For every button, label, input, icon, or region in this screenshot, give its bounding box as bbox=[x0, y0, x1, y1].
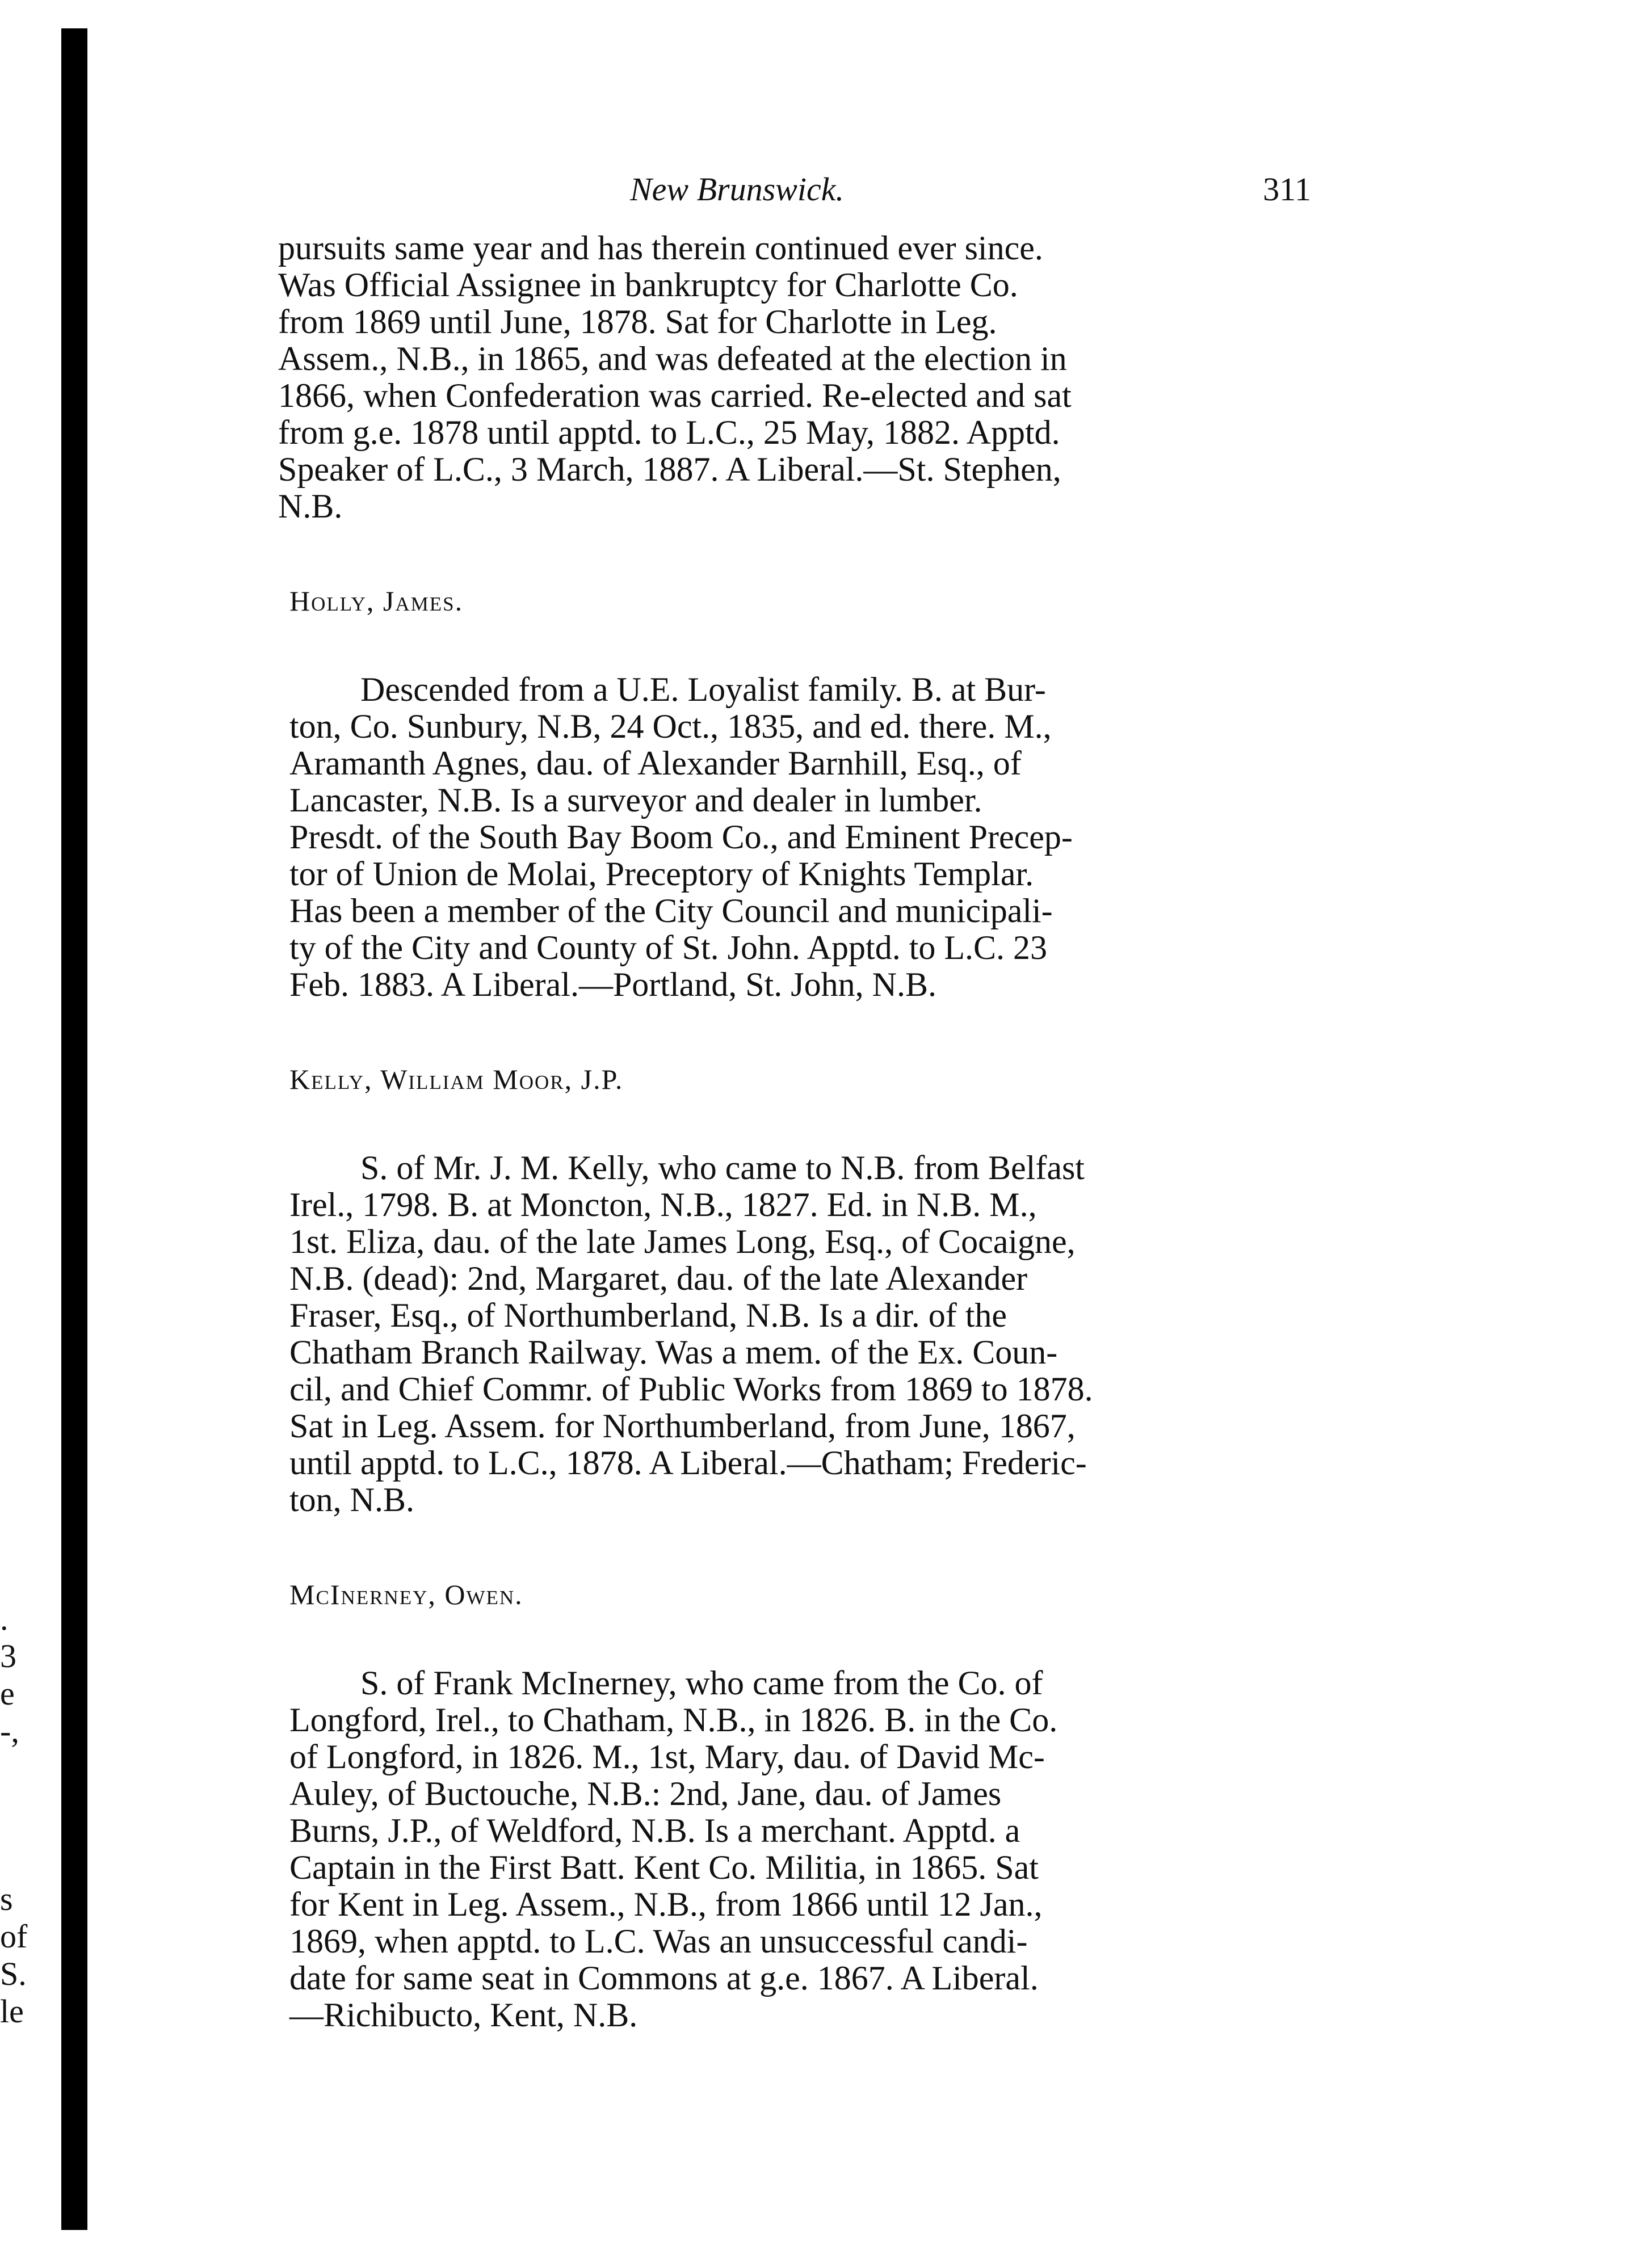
continuation-paragraph bbox=[278, 230, 1325, 525]
text-line: Presdt. of the South Bay Boom Co., and Eminent Precep- bbox=[289, 818, 1073, 856]
text-line: Descended from a U.E. Loyalist family. B. at Bur- bbox=[360, 671, 1046, 708]
entry-heading: Holly, James. bbox=[289, 585, 464, 617]
text-line: Has been a member of the City Council and municipali- bbox=[289, 892, 1053, 929]
edge-fragment: of bbox=[0, 1918, 28, 1955]
running-title: New Brunswick. bbox=[630, 171, 844, 208]
text-line: Fraser, Esq., of Northumberland, N.B. Is a dir. of the bbox=[289, 1297, 1007, 1334]
text-line: Burns, J.P., of Weldford, N.B. Is a merchant. Apptd. a bbox=[289, 1812, 1020, 1849]
edge-fragment: e bbox=[0, 1675, 15, 1712]
book-page bbox=[278, 162, 1325, 2034]
text-line: Aramanth Agnes, dau. of Alexander Barnhill, Esq., of bbox=[289, 744, 1022, 782]
text-line: from 1869 until June, 1878. Sat for Charlotte in Leg. bbox=[278, 303, 997, 340]
text-line: 1869, when apptd. to L.C. Was an unsuccessful candi- bbox=[289, 1922, 1028, 1960]
text-line: Speaker of L.C., 3 March, 1887. A Liberal.—St. Stephen, bbox=[278, 451, 1061, 488]
text-line: ton, Co. Sunbury, N.B, 24 Oct., 1835, and ed. there. M., bbox=[289, 708, 1052, 745]
text-line: of Longford, in 1826. M., 1st, Mary, dau. of David Mc- bbox=[289, 1738, 1045, 1775]
text-line: 1st. Eliza, dau. of the late James Long, Esq., of Cocaigne, bbox=[289, 1223, 1076, 1260]
entry-paragraph bbox=[278, 671, 1325, 1003]
text-line: for Kent in Leg. Assem., N.B., from 1866 until 12 Jan., bbox=[289, 1886, 1043, 1923]
text-line: Chatham Branch Railway. Was a mem. of the Ex. Coun- bbox=[289, 1333, 1058, 1371]
entry-paragraph bbox=[278, 1665, 1325, 2034]
text-line: date for same seat in Commons at g.e. 1867. A Liberal. bbox=[289, 1959, 1039, 1997]
text-line: —Richibucto, Kent, N.B. bbox=[289, 1996, 638, 2034]
text-line: Lancaster, N.B. Is a surveyor and dealer in lumber. bbox=[289, 781, 982, 819]
edge-fragment: s bbox=[0, 1880, 13, 1917]
text-line: N.B. (dead): 2nd, Margaret, dau. of the late Alexander bbox=[289, 1260, 1028, 1297]
entry-heading: McInerney, Owen. bbox=[289, 1579, 523, 1610]
text-line: S. of Frank McInerney, who came from the Co. of bbox=[360, 1664, 1043, 1702]
binding-shadow bbox=[61, 28, 87, 2230]
text-line: until apptd. to L.C., 1878. A Liberal.—Chatham; Frederic- bbox=[289, 1444, 1087, 1482]
text-line: pursuits same year and has therein continued ever since. bbox=[278, 229, 1043, 267]
text-line: Auley, of Buctouche, N.B.: 2nd, Jane, dau. of James bbox=[289, 1775, 1002, 1812]
text-line: Longford, Irel., to Chatham, N.B., in 1826. B. in the Co. bbox=[289, 1701, 1058, 1739]
edge-fragment: -, bbox=[0, 1712, 19, 1749]
text-line: Assem., N.B., in 1865, and was defeated at the election in bbox=[278, 340, 1067, 377]
text-line: N.B. bbox=[278, 487, 343, 525]
edge-fragment: 3 bbox=[0, 1638, 16, 1674]
text-line: ton, N.B. bbox=[289, 1481, 415, 1518]
text-line: 1866, when Confederation was carried. Re-elected and sat bbox=[278, 377, 1072, 414]
edge-fragment: S. bbox=[0, 1955, 27, 1992]
running-head bbox=[278, 162, 1325, 230]
edge-fragment: le bbox=[0, 1993, 24, 2030]
adjacent-page-fragments bbox=[0, 1600, 57, 2030]
entry-paragraph bbox=[278, 1150, 1325, 1518]
edge-fragment: . bbox=[0, 1600, 9, 1637]
text-line: cil, and Chief Commr. of Public Works from 1869 to 1878. bbox=[289, 1370, 1093, 1408]
text-line: tor of Union de Molai, Preceptory of Knights Templar. bbox=[289, 855, 1034, 893]
text-line: from g.e. 1878 until apptd. to L.C., 25 May, 1882. Apptd. bbox=[278, 414, 1060, 451]
text-line: Was Official Assignee in bankruptcy for Charlotte Co. bbox=[278, 266, 1018, 304]
entry-heading: Kelly, William Moor, J.P. bbox=[289, 1063, 624, 1095]
page-number: 311 bbox=[1263, 171, 1311, 208]
text-line: Feb. 1883. A Liberal.—Portland, St. John, N.B. bbox=[289, 966, 936, 1003]
text-line: Captain in the First Batt. Kent Co. Militia, in 1865. Sat bbox=[289, 1849, 1039, 1886]
text-line: Irel., 1798. B. at Moncton, N.B., 1827. Ed. in N.B. M., bbox=[289, 1186, 1037, 1223]
text-line: Sat in Leg. Assem. for Northumberland, from June, 1867, bbox=[289, 1407, 1076, 1445]
text-line: ty of the City and County of St. John. Apptd. to L.C. 23 bbox=[289, 929, 1048, 966]
text-line: S. of Mr. J. M. Kelly, who came to N.B. from Belfast bbox=[360, 1149, 1085, 1186]
